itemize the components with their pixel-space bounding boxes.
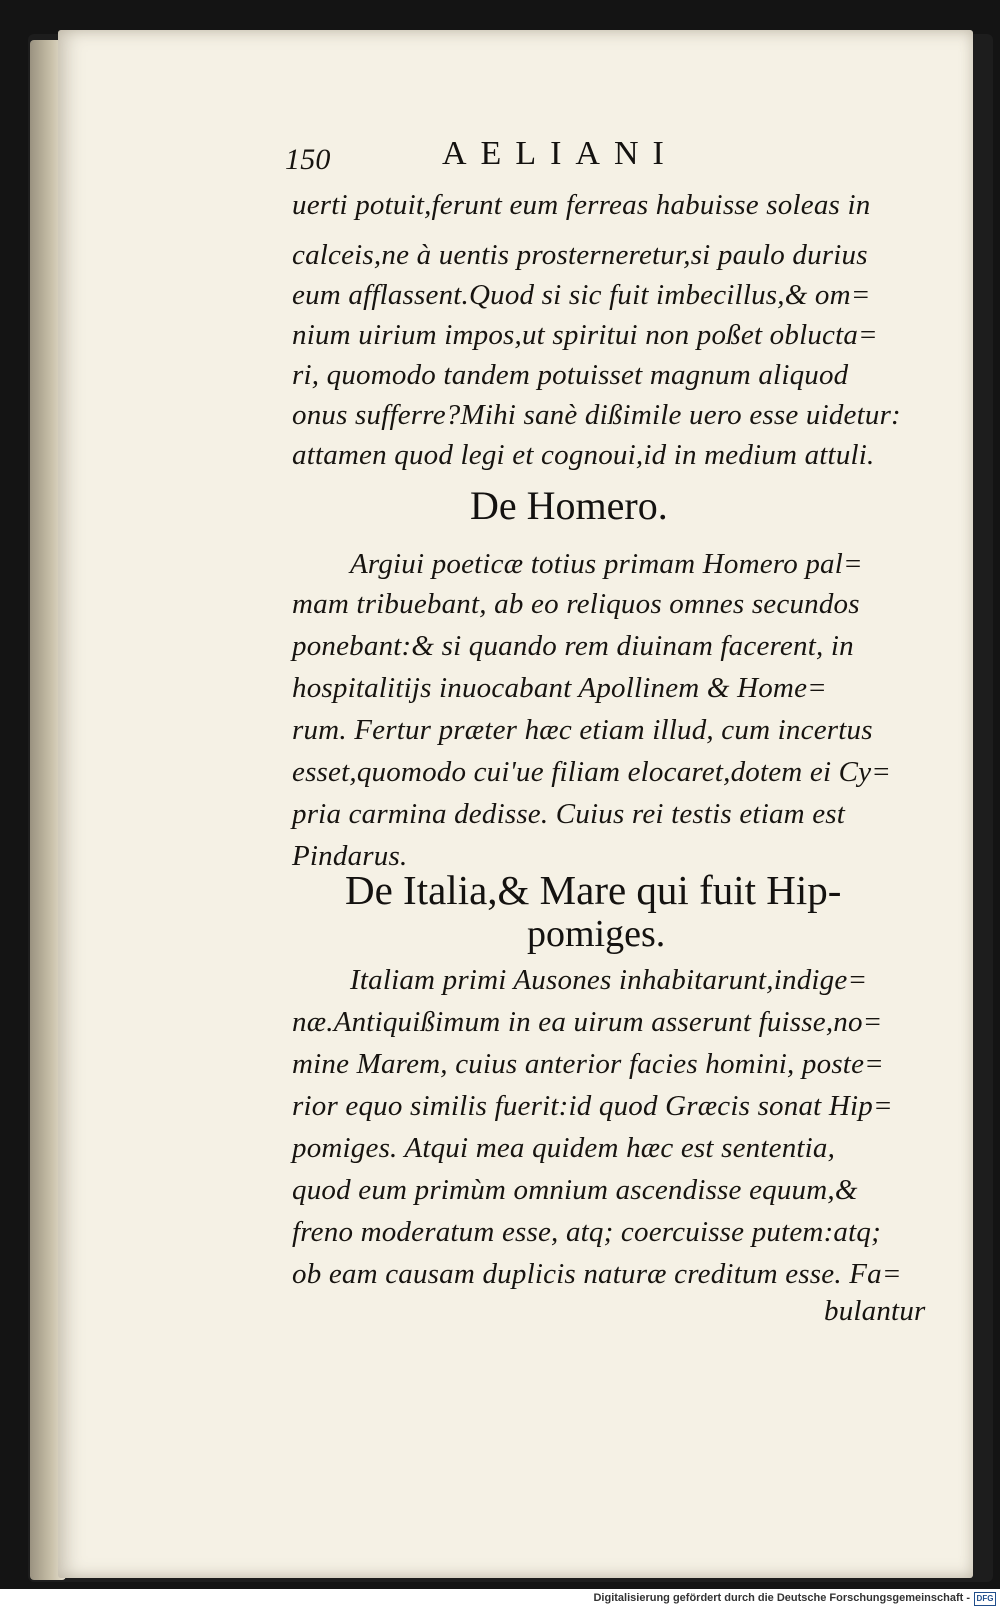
text-line: calceis,ne à uentis prosterneretur,si paulo durius xyxy=(292,239,868,271)
page-number: 150 xyxy=(285,143,331,176)
text-line: attamen quod legi et cognoui,id in medium attuli. xyxy=(292,439,875,471)
text-line: esset,quomodo cui'ue filiam elocaret,dotem ei Cy= xyxy=(292,756,892,788)
text-line: ri, quomodo tandem potuisset magnum aliquod xyxy=(292,359,849,391)
catchword: bulantur xyxy=(824,1295,926,1327)
text-line: ponebant:& si quando rem diuinam facerent, in xyxy=(292,630,854,662)
text-line: Pindarus. xyxy=(292,840,408,872)
text-line: hospitalitijs inuocabant Apollinem & Home= xyxy=(292,672,827,704)
text-line: uerti potuit,ferunt eum ferreas habuisse soleas in xyxy=(292,189,871,221)
text-line: Argiui poeticæ totius primam Homero pal= xyxy=(350,548,863,580)
text-line: pria carmina dedisse. Cuius rei testis etiam est xyxy=(292,798,846,830)
text-line: næ.Antiquißimum in ea uirum asserunt fuisse,no= xyxy=(292,1006,883,1038)
section-heading: De Homero. xyxy=(470,483,668,528)
section-heading: De Italia,& Mare qui fuit Hip- xyxy=(345,867,842,913)
text-line: freno moderatum esse, atq; coercuisse putem:atq; xyxy=(292,1216,881,1248)
text-line: pomiges. Atqui mea quidem hæc est sententia, xyxy=(292,1132,836,1164)
text-line: ob eam causam duplicis naturæ creditum esse. Fa= xyxy=(292,1258,902,1290)
text-line: mine Marem, cuius anterior facies homini, poste= xyxy=(292,1048,884,1080)
text-line: mam tribuebant, ab eo reliquos omnes secundos xyxy=(292,588,860,620)
running-title: AELIANI xyxy=(442,135,678,172)
footer-credit: Digitalisierung gefördert durch die Deutsche Forschungsgemeinschaft - xyxy=(593,1592,970,1604)
text-line: eum afflassent.Quod si sic fuit imbecillus,& om= xyxy=(292,279,871,311)
digitization-footer xyxy=(0,1589,1000,1611)
dfg-logo-icon: DFG xyxy=(974,1592,996,1606)
section-heading-continued: pomiges. xyxy=(527,913,666,955)
text-line: rum. Fertur præter hæc etiam illud, cum incertus xyxy=(292,714,873,746)
text-line: quod eum primùm omnium ascendisse equum,& xyxy=(292,1174,858,1206)
text-line: onus sufferre?Mihi sanè dißimile uero esse uidetur: xyxy=(292,399,901,431)
text-line: Italiam primi Ausones inhabitarunt,indige= xyxy=(350,964,868,996)
text-line: rior equo similis fuerit:id quod Græcis sonat Hip= xyxy=(292,1090,893,1122)
text-line: nium uirium impos,ut spiritui non poßet oblucta= xyxy=(292,319,878,351)
